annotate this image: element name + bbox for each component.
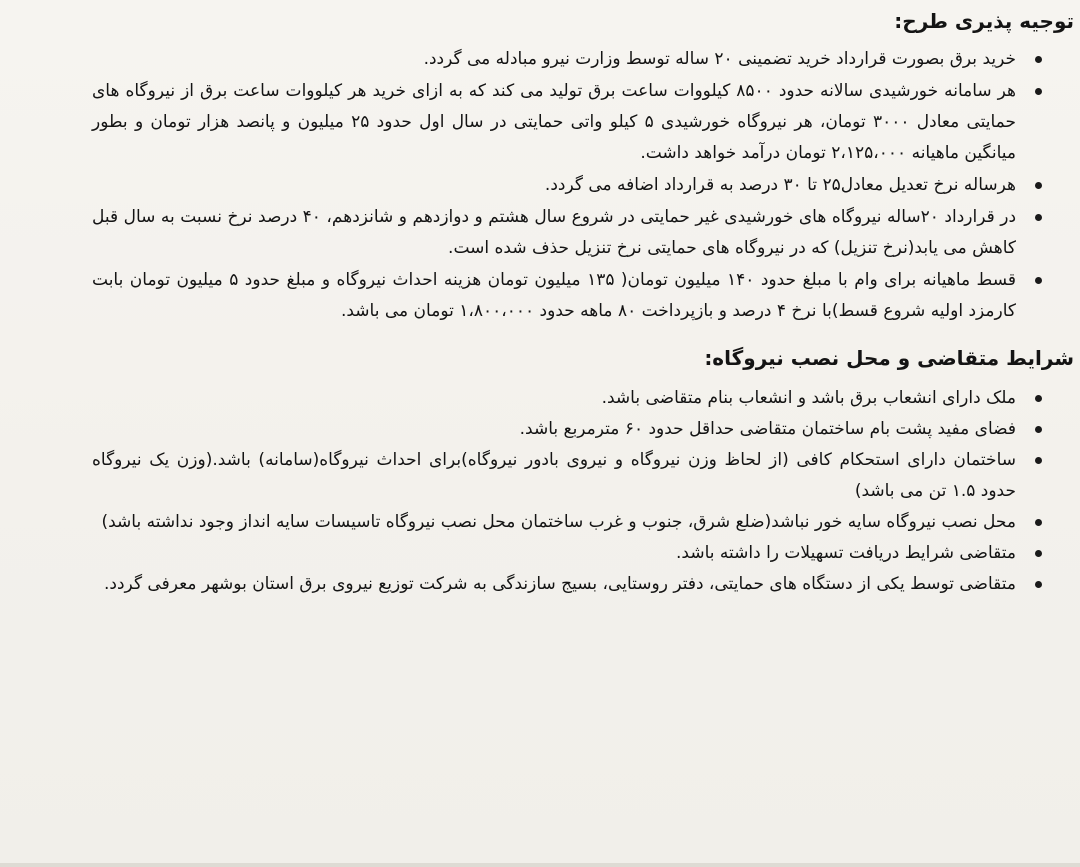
scan-edge-divider bbox=[0, 863, 1080, 867]
applicant-conditions-list bbox=[92, 383, 1034, 600]
list-item: فضای مفید پشت بام ساختمان متقاضی حداقل حدود ۶۰ مترمربع باشد. bbox=[92, 414, 1034, 445]
list-item: خرید برق بصورت قرارداد خرید تضمینی ۲۰ ساله توسط وزارت نیرو مبادله می گردد. bbox=[92, 44, 1034, 75]
list-item: قسط ماهیانه برای وام با مبلغ حدود ۱۴۰ میلیون تومان( ۱۳۵ میلیون تومان هزینه احداث نیروگاه و مبلغ حدود ۵ میلیون تومان بابت کارمزد اولیه شروع قسط)با نرخ ۴ درصد و بازپرداخت ۸۰ ماهه حدود ۱،۸۰۰،۰۰۰ تومان می باشد. bbox=[92, 265, 1034, 327]
section-heading-feasibility: توجیه پذیری طرح: bbox=[894, 9, 1074, 33]
feasibility-list bbox=[92, 44, 1034, 327]
list-item: متقاضی شرایط دریافت تسهیلات را داشته باشد. bbox=[92, 538, 1034, 569]
list-item: ساختمان دارای استحکام کافی (از لحاظ وزن نیروگاه و نیروی بادور نیروگاه)برای احداث نیروگاه(سامانه) باشد.(وزن یک نیروگاه حدود ۱.۵ تن می باشد) bbox=[92, 445, 1034, 507]
list-item: ملک دارای انشعاب برق باشد و انشعاب بنام متقاضی باشد. bbox=[92, 383, 1034, 414]
list-item: در قرارداد ۲۰ساله نیروگاه های خورشیدی غیر حمایتی در شروع سال هشتم و دوازدهم و شانزدهم، ۴۰ درصد نرخ نسبت به سال قبل کاهش می یابد(نرخ تنزیل) که در نیروگاه های حمایتی نرخ تنزیل حذف شده است. bbox=[92, 202, 1034, 264]
list-item: متقاضی توسط یکی از دستگاه های حمایتی، دفتر روستایی، بسیج سازندگی به شرکت توزیع نیروی برق استان بوشهر معرفی گردد. bbox=[92, 569, 1034, 600]
list-item: هر سامانه خورشیدی سالانه حدود ۸۵۰۰ کیلووات ساعت برق تولید می کند که به ازای خرید هر کیلووات ساعت برق از نیروگاه های حمایتی معادل ۳۰۰۰ تومان، هر نیروگاه خورشیدی ۵ کیلو واتی حمایتی در سال اول حدود ۲۵ میلیون و پانصد هزار تومان و بطور میانگین ماهیانه ۲،۱۲۵،۰۰۰ تومان درآمد خواهد داشت. bbox=[92, 76, 1034, 169]
list-item: محل نصب نیروگاه سایه خور نباشد(ضلع شرق، جنوب و غرب ساختمان محل نصب نیروگاه تاسیسات سایه انداز وجود نداشته باشد) bbox=[92, 507, 1034, 538]
list-item: هرساله نرخ تعدیل معادل۲۵ تا ۳۰ درصد به قرارداد اضافه می گردد. bbox=[92, 170, 1034, 201]
section-heading-applicant-conditions: شرایط متقاضی و محل نصب نیروگاه: bbox=[704, 346, 1074, 370]
